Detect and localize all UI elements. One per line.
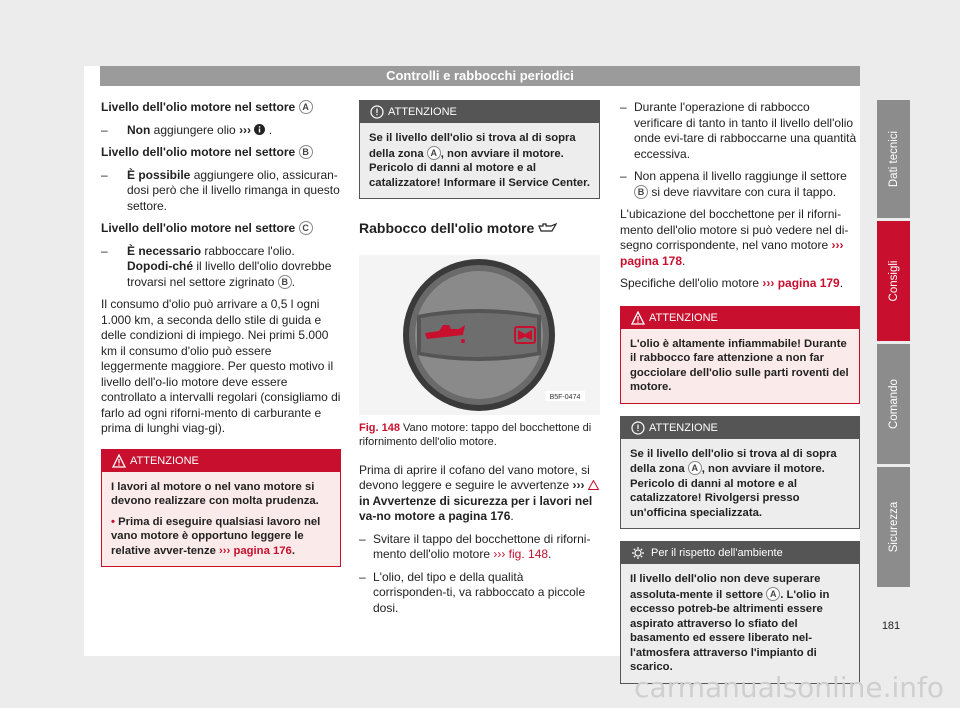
badge-b: B xyxy=(299,145,313,159)
warning-icon xyxy=(588,480,599,490)
oil-cap-illustration xyxy=(359,255,600,415)
badge-c: C xyxy=(299,221,313,235)
figure-oil-cap xyxy=(359,255,600,415)
column-1 xyxy=(101,100,341,579)
warning-icon xyxy=(112,454,126,468)
column-3 xyxy=(620,100,860,696)
intro-paragraph: Prima di aprire il cofano del vano motore, si devono leggere e seguire le avvertenze ››› in Avvertenze di sicurezza per i lavori nel va-no motore a pagina 176. xyxy=(359,463,600,525)
section-b-title: Livello dell'olio motore nel settore B xyxy=(101,145,341,161)
badge-a: A xyxy=(427,146,441,160)
environment-box: Per il rispetto dell'ambiente Il livello dell'olio non deve superare assoluta-mente il settore A . L'olio in eccesso potreb-be altrimenti essere aspirato attraverso lo sfiato del basamento ed essere liberato nel-l'atmosfera attraverso l'impianto di scarico. xyxy=(620,541,860,684)
page-link-178[interactable]: ››› pagina 178 xyxy=(620,238,844,268)
side-tabs xyxy=(877,100,910,590)
figure-link[interactable]: ››› fig. 148 xyxy=(493,547,549,561)
step-2: – L'olio, del tipo e della qualità corrisponden-ti, va rabboccato a piccole dosi. xyxy=(359,569,586,615)
warning-link[interactable]: ››› pagina 176 xyxy=(219,544,292,557)
page-number: 181 xyxy=(881,620,901,632)
specs-paragraph: Specifiche dell'olio motore ››› pagina 179. xyxy=(620,276,844,290)
leaf-icon xyxy=(631,546,645,560)
page-link-179[interactable]: ››› pagina 179 xyxy=(762,276,840,290)
oil-can-icon xyxy=(538,223,558,233)
tab-comando[interactable]: Comando xyxy=(877,344,910,464)
location-paragraph: L'ubicazione del bocchettone per il riforni-mento dell'olio motore si può vedere nel di-segno corrispondente, nel vano motore ››› pagina 178. xyxy=(620,207,849,268)
figure-code: B5F-0474 xyxy=(549,393,581,401)
column-2 xyxy=(359,100,600,623)
badge-a: A xyxy=(299,100,313,114)
page-header: Controlli e rabbocchi periodici xyxy=(100,66,860,86)
badge-a: A xyxy=(688,461,702,475)
tab-dati-tecnici[interactable]: Dati tecnici xyxy=(877,100,910,218)
step-4: – Non appena il livello raggiunge il settore B si deve riavvitare con cura il tappo. xyxy=(620,169,847,199)
section-c-item: – È necessario rabboccare l'olio. Dopodi-ché il livello dell'olio dovrebbe trovarsi nel settore zigrinato B . xyxy=(101,243,332,289)
warning-box: ATTENZIONE I lavori al motore o nel vano motore si devono realizzare con molta prudenza. • Prima di eseguire qualsiasi lavoro nel vano motore è opportuno leggere le relative avver-tenze ››› pagina 176. xyxy=(101,449,341,568)
step-1: – Svitare il tappo del bocchettone di riforni-mento dell'olio motore ››› fig. 148. xyxy=(359,531,591,561)
flammable-warning-box: ATTENZIONE L'olio è altamente infiammabile! Durante il rabbocco fare attenzione a non far gocciolare dell'olio sulle parti roventi del motore. xyxy=(620,306,860,404)
warning-text-1: I lavori al motore o nel vano motore si devono realizzare con molta prudenza. xyxy=(111,480,319,507)
section-b-item: – È possibile aggiungere olio, assicuran-dosi però che il livello rimanga in questo settore. xyxy=(101,167,340,213)
section-a-title: Livello dell'olio motore nel settore A xyxy=(101,100,341,116)
attention-box-2: ATTENZIONE Se il livello dell'olio si trova al di sopra della zona A , non avviare il motore. Pericolo di danni al motore e al catalizzatore! Rivolgersi presso un'officina specializzata. xyxy=(620,416,860,530)
info-circle-icon xyxy=(370,105,384,119)
body-paragraph: Il consumo d'olio può arrivare a 0,5 l ogni 1.000 km, a seconda dello stile di guida e delle condizioni di impiego. Nei primi 5.000 km il consumo d'olio può essere leggermente maggiore. Per questo motivo il livello dell'o-lio motore deve essere controllato a intervalli regolari (consigliamo di farlo ad ogni riforni-mento di carburante e prima di lunghi viag-gi). xyxy=(101,297,341,435)
tab-consigli[interactable]: Consigli xyxy=(877,221,910,341)
warning-text-2: • Prima di eseguire qualsiasi lavoro nel vano motore è opportuno leggere le relative avver-tenze ››› pagina 176. xyxy=(111,515,321,557)
info-circle-icon xyxy=(631,421,645,435)
attention-box: ATTENZIONE Se il livello dell'olio si trova al di sopra della zona A , non avviare il motore. Pericolo di danni al motore e al catalizzatore! Informare il Service Center. xyxy=(359,100,600,199)
warning-icon xyxy=(631,311,645,325)
badge-b: B xyxy=(634,185,648,199)
section-c-title: Livello dell'olio motore nel settore C xyxy=(101,221,341,237)
section-a-item: – Non aggiungere olio ››› . xyxy=(101,122,273,137)
tab-sicurezza[interactable]: Sicurezza xyxy=(877,467,910,587)
info-icon xyxy=(254,124,265,135)
watermark: carmanualsonline.info xyxy=(634,671,944,704)
badge-b-inline: B xyxy=(278,275,292,289)
figure-caption: Fig. 148 Vano motore: tappo del bocchettone di rifornimento dell'olio motore. xyxy=(359,421,592,448)
badge-a: A xyxy=(766,587,780,601)
step-3: – Durante l'operazione di rabbocco verificare di tanto in tanto il livello dell'olio onde evi-tare di rabboccarne una quantità eccessiva. xyxy=(620,100,857,161)
section-heading: Rabbocco dell'olio motore xyxy=(359,221,600,237)
